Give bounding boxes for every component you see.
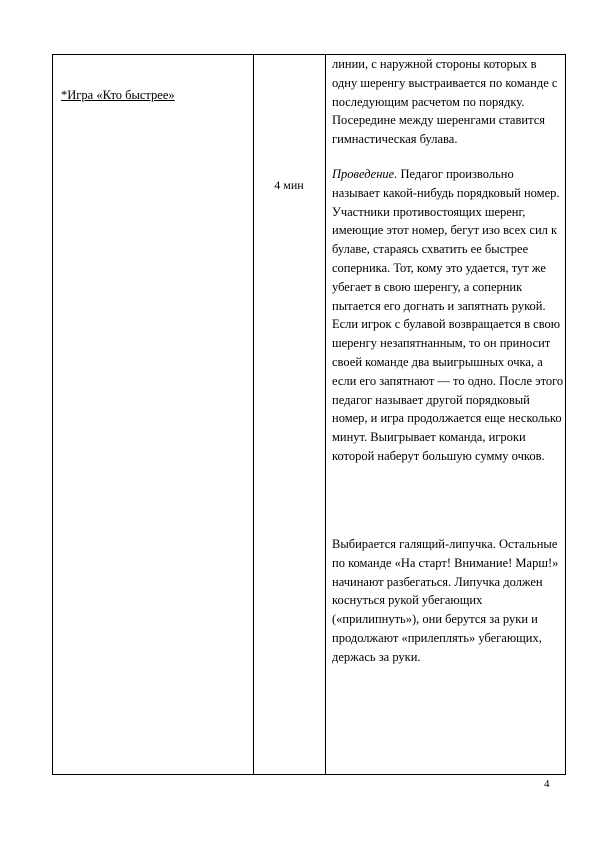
setup-text: линии, с наружной стороны которых в одну шеренгу выстраивается по команде с последующим расчетом по порядку. Посередине между шеренгами ставится гимнастическая булава. [332, 57, 558, 147]
column-divider [325, 55, 326, 774]
procedure-lead: Проведение. [332, 167, 398, 181]
game-title: *Игра «Кто быстрее» [61, 88, 175, 102]
duration-cell: 4 мин [274, 178, 304, 192]
column-divider [253, 55, 254, 774]
procedure-text: Педагог произвольно называет какой-нибудь порядковый номер. Участники противостоящих шеренг, имеющие этот номер, бегут изо всех сил к булаве, стараясь схватить ее быстрее соперника. Тот, кому это удается, тут же убегает в свою шеренгу, а соперник пытается его догнать и запятнать рукой. Если игрок с булавой возвращается в свою шеренгу незапятнанным, то он приносит своей команде два выигрышных очка, а если его запятнают — то одно. После этого педагог называет другой порядковый номер, и игра продолжается еще несколько минут. Выигрывает команда, игроки которой наберут большую сумму очков. [332, 167, 564, 463]
procedure-paragraph [332, 165, 564, 466]
page-number: 4 [544, 778, 550, 790]
procedure-description [332, 165, 564, 466]
variant-text: Выбирается галящий-липучка. Остальные по команде «На старт! Внимание! Марш!» начинают разбегаться. Липучка должен коснуться рукой убегающих («прилипнуть»), они берутся за руки и продолжают «прилеплять» убегающих, держась за руки. [332, 537, 559, 664]
setup-description [332, 55, 564, 149]
lesson-plan-table [52, 54, 566, 775]
variant-description [332, 535, 564, 667]
